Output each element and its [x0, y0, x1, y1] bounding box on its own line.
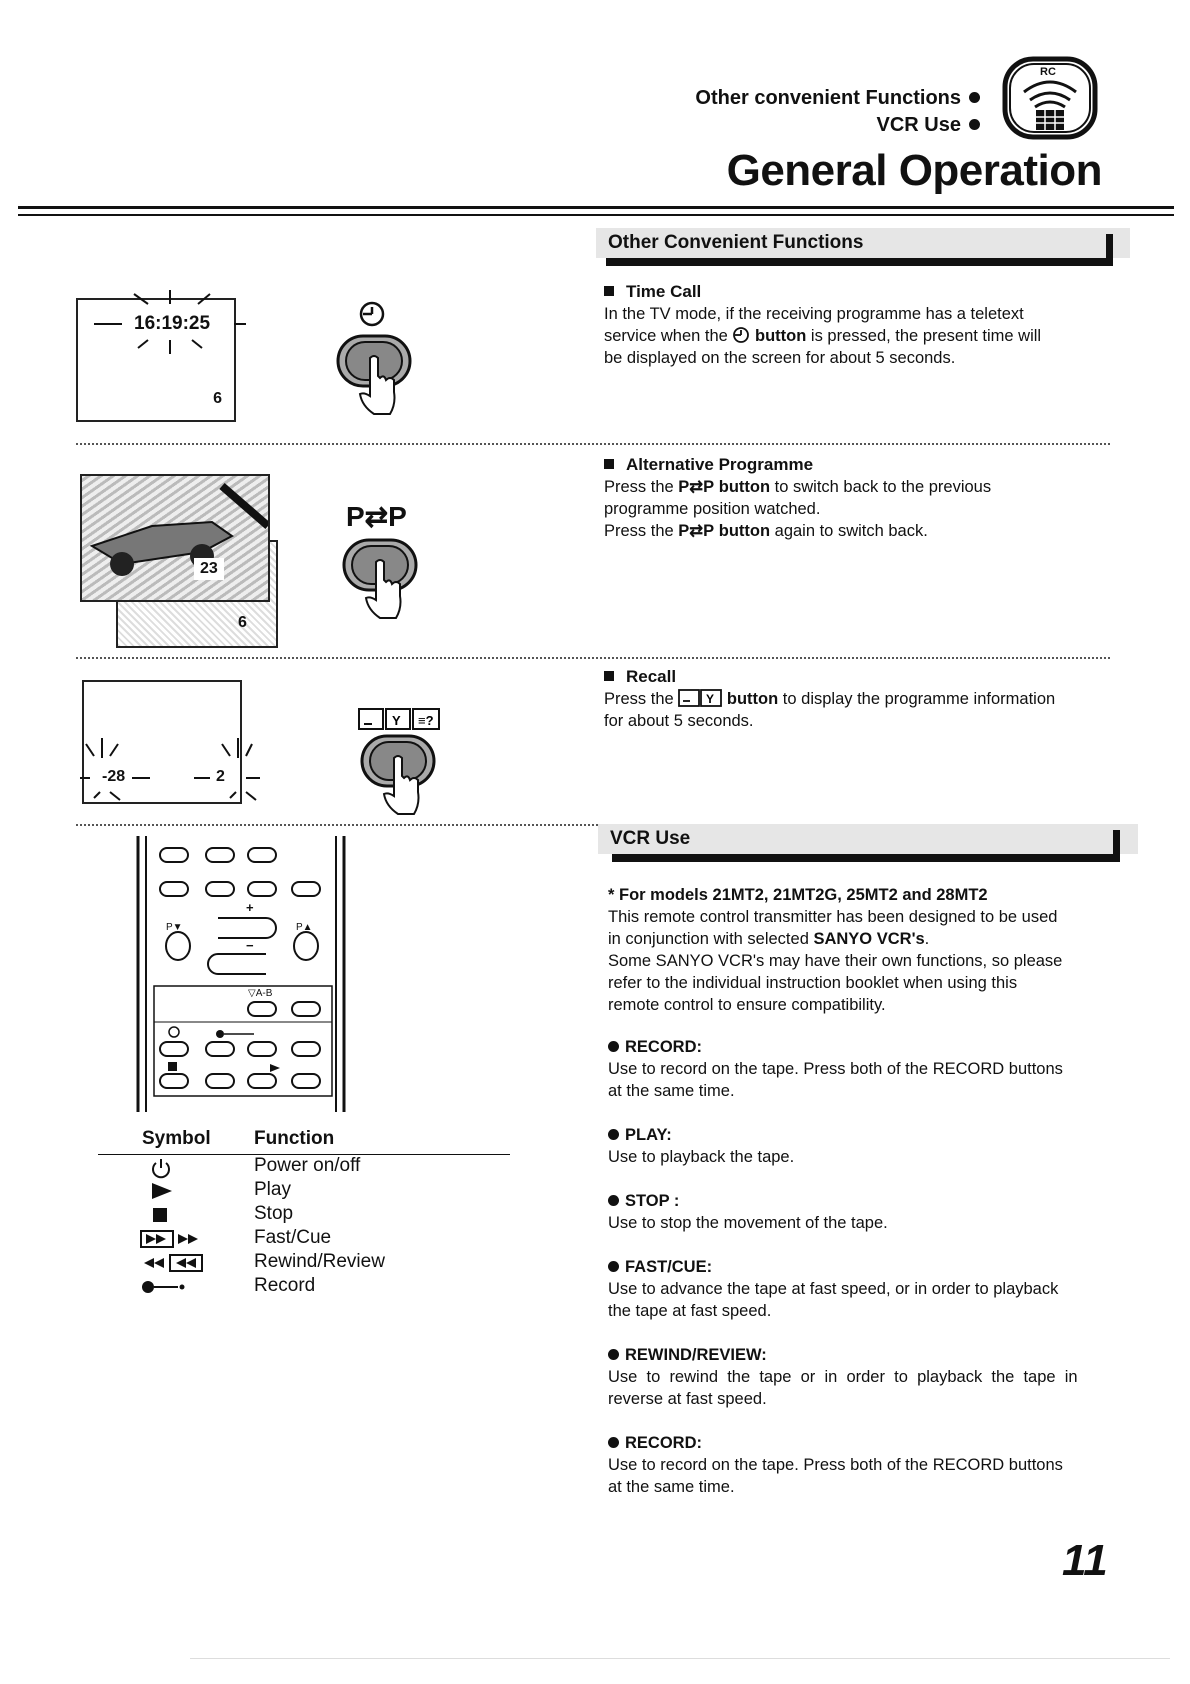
breadcrumb-2-label: VCR Use	[876, 114, 961, 136]
time-call-heading: Time Call	[604, 282, 1124, 302]
breadcrumb-1-label: Other convenient Functions	[695, 87, 961, 109]
vcr-item-line-1: Use to rewind the tape or in order to playback the tape in	[608, 1368, 1078, 1386]
record-icon	[140, 1277, 190, 1302]
vcr-item	[608, 1344, 1128, 1410]
remote-vol-minus: −	[246, 938, 254, 953]
symbol-function: Stop	[254, 1203, 294, 1224]
col-function: Function	[254, 1128, 335, 1149]
symbol-rows	[98, 1155, 510, 1299]
bullet-icon	[608, 1195, 619, 1206]
remote-ab: ▽A-B	[248, 988, 273, 999]
vcr-item-heading: RECORD:	[608, 1432, 1128, 1454]
alt-programme-heading: Alternative Programme	[604, 455, 1124, 475]
symbol-row	[98, 1155, 510, 1179]
section-band-end	[1113, 830, 1120, 862]
screen-time: 16:19:25	[134, 313, 211, 334]
recall-keys-icon	[678, 689, 722, 707]
symbol-row	[98, 1179, 510, 1203]
time-call-line-1: In the TV mode, if the receiving programme has a teletext	[604, 305, 1024, 323]
symbol-row	[98, 1227, 510, 1251]
tv-screen-recall	[82, 680, 242, 804]
symbol-function: Rewind/Review	[254, 1251, 385, 1272]
vcr-items	[608, 1036, 1128, 1498]
vcr-item	[608, 1256, 1128, 1322]
svg-text:Y: Y	[392, 713, 401, 728]
symbol-table	[98, 1128, 510, 1299]
recall-line-1: Press the Y button to display the programme information	[604, 690, 1056, 708]
bottom-rule	[190, 1658, 1170, 1659]
recall-keys-icon	[358, 708, 440, 735]
symbol-row	[98, 1251, 510, 1275]
square-bullet-icon	[604, 286, 614, 296]
vcr-text	[608, 884, 1128, 1498]
vcr-intro-3: Some SANYO VCR's may have their own functions, so please	[608, 952, 1063, 970]
screen-front-channel: 23	[194, 558, 224, 580]
vcr-item	[608, 1432, 1128, 1498]
section-band-vcr-use	[598, 824, 1138, 854]
tv-screen-front	[80, 474, 270, 602]
page-number: 11	[1062, 1536, 1108, 1585]
vcr-item-line-1: Use to playback the tape.	[608, 1148, 795, 1166]
remote-control-drawing	[136, 836, 346, 1112]
vcr-intro-5: remote control to ensure compatibility.	[608, 996, 886, 1014]
alt-programme-line-1: Press the P⇄P button to switch back to the previous	[604, 478, 992, 496]
remote-pup: P▲	[296, 922, 313, 933]
section-band-title: Other Convenient Functions	[608, 232, 864, 253]
section-band-end	[1106, 234, 1113, 264]
section-band-other-functions	[596, 228, 1130, 258]
section-band-bar	[606, 258, 1113, 266]
clock-icon	[358, 300, 386, 333]
square-bullet-icon	[604, 671, 614, 681]
vcr-item-line-1: Use to stop the movement of the tape.	[608, 1214, 888, 1232]
vcr-item-heading: STOP :	[608, 1190, 1128, 1212]
vcr-item-heading: FAST/CUE:	[608, 1256, 1128, 1278]
screen-back-channel: 6	[238, 614, 247, 631]
screen-recall-right: 2	[216, 768, 225, 785]
page-title: General Operation	[726, 146, 1102, 195]
alt-programme-button[interactable]	[340, 538, 422, 627]
screen-recall-left: -28	[102, 768, 126, 785]
vcr-intro-4: refer to the individual instruction booklet when using this	[608, 974, 1018, 992]
recall-text	[604, 667, 1124, 732]
vcr-item	[608, 1036, 1128, 1102]
symbol-function: Power on/off	[254, 1155, 361, 1176]
symbol-function: Play	[254, 1179, 291, 1200]
clock-icon	[732, 326, 750, 344]
ptp-label: P⇄P	[346, 501, 407, 532]
section-band-bar	[612, 854, 1120, 862]
bullet-icon	[608, 1041, 619, 1052]
alt-programme-text	[604, 455, 1124, 542]
vcr-item-line-1: Use to record on the tape. Press both of the RECORD buttons	[608, 1060, 1063, 1078]
race-car-image	[82, 476, 268, 600]
vcr-item-line-2: at the same time.	[608, 1082, 735, 1100]
vcr-item-line-2: the tape at fast speed.	[608, 1302, 772, 1320]
alt-programme-line-2: programme position watched.	[604, 500, 821, 518]
symbol-function: Record	[254, 1275, 316, 1296]
svg-text:≡?: ≡?	[418, 713, 434, 728]
header-rule	[18, 206, 1174, 209]
bullet-icon	[608, 1349, 619, 1360]
bullet-icon	[608, 1129, 619, 1140]
divider	[76, 443, 1110, 445]
tv-screen-time	[76, 298, 236, 422]
vcr-item-heading: REWIND/REVIEW:	[608, 1344, 1128, 1366]
vcr-item-heading: PLAY:	[608, 1124, 1128, 1146]
time-call-line-3: be displayed on the screen for about 5 seconds.	[604, 349, 956, 367]
bullet-icon	[608, 1261, 619, 1272]
vcr-item-heading: RECORD:	[608, 1036, 1128, 1058]
bullet-icon	[969, 92, 980, 103]
recall-button[interactable]	[358, 734, 440, 823]
remote-pdown: P▼	[166, 922, 183, 933]
time-call-line-2: service when the button is pressed, the present time will	[604, 327, 1042, 345]
svg-text:Y: Y	[706, 692, 715, 706]
remote-control-icon	[1002, 56, 1098, 140]
remote-vol-plus: +	[246, 900, 254, 915]
vcr-item-line-2: at the same time.	[608, 1478, 735, 1496]
symbol-row	[98, 1203, 510, 1227]
section-band-title: VCR Use	[610, 828, 691, 849]
vcr-item	[608, 1190, 1128, 1234]
recall-line-2: for about 5 seconds.	[604, 712, 754, 730]
rc-badge: RC	[1040, 66, 1056, 78]
header-rule-thin	[18, 214, 1174, 216]
divider	[76, 657, 1110, 659]
alt-programme-line-3: Press the P⇄P button again to switch back.	[604, 522, 928, 540]
vcr-item	[608, 1124, 1128, 1168]
bullet-icon	[608, 1437, 619, 1448]
vcr-intro-1: This remote control transmitter has been designed to be used	[608, 908, 1058, 926]
bullet-icon	[969, 119, 980, 130]
time-call-button[interactable]	[334, 334, 416, 423]
vcr-item-line-1: Use to advance the tape at fast speed, or in order to playback	[608, 1280, 1059, 1298]
breadcrumb-1	[695, 87, 980, 110]
square-bullet-icon	[604, 459, 614, 469]
breadcrumb-2	[877, 114, 980, 137]
vcr-item-line-1: Use to record on the tape. Press both of the RECORD buttons	[608, 1456, 1063, 1474]
vcr-item-line-2: reverse at fast speed.	[608, 1390, 767, 1408]
time-call-text	[604, 282, 1124, 369]
vcr-intro-2: in conjunction with selected SANYO VCR's.	[608, 930, 930, 948]
symbol-function: Fast/Cue	[254, 1227, 332, 1248]
flash-rays-icon	[70, 682, 270, 812]
col-symbol: Symbol	[142, 1128, 211, 1149]
symbol-row	[98, 1275, 510, 1299]
recall-heading: Recall	[604, 667, 1124, 687]
vcr-models: * For models 21MT2, 21MT2G, 25MT2 and 28MT2	[608, 886, 988, 904]
screen-channel: 6	[213, 390, 222, 407]
